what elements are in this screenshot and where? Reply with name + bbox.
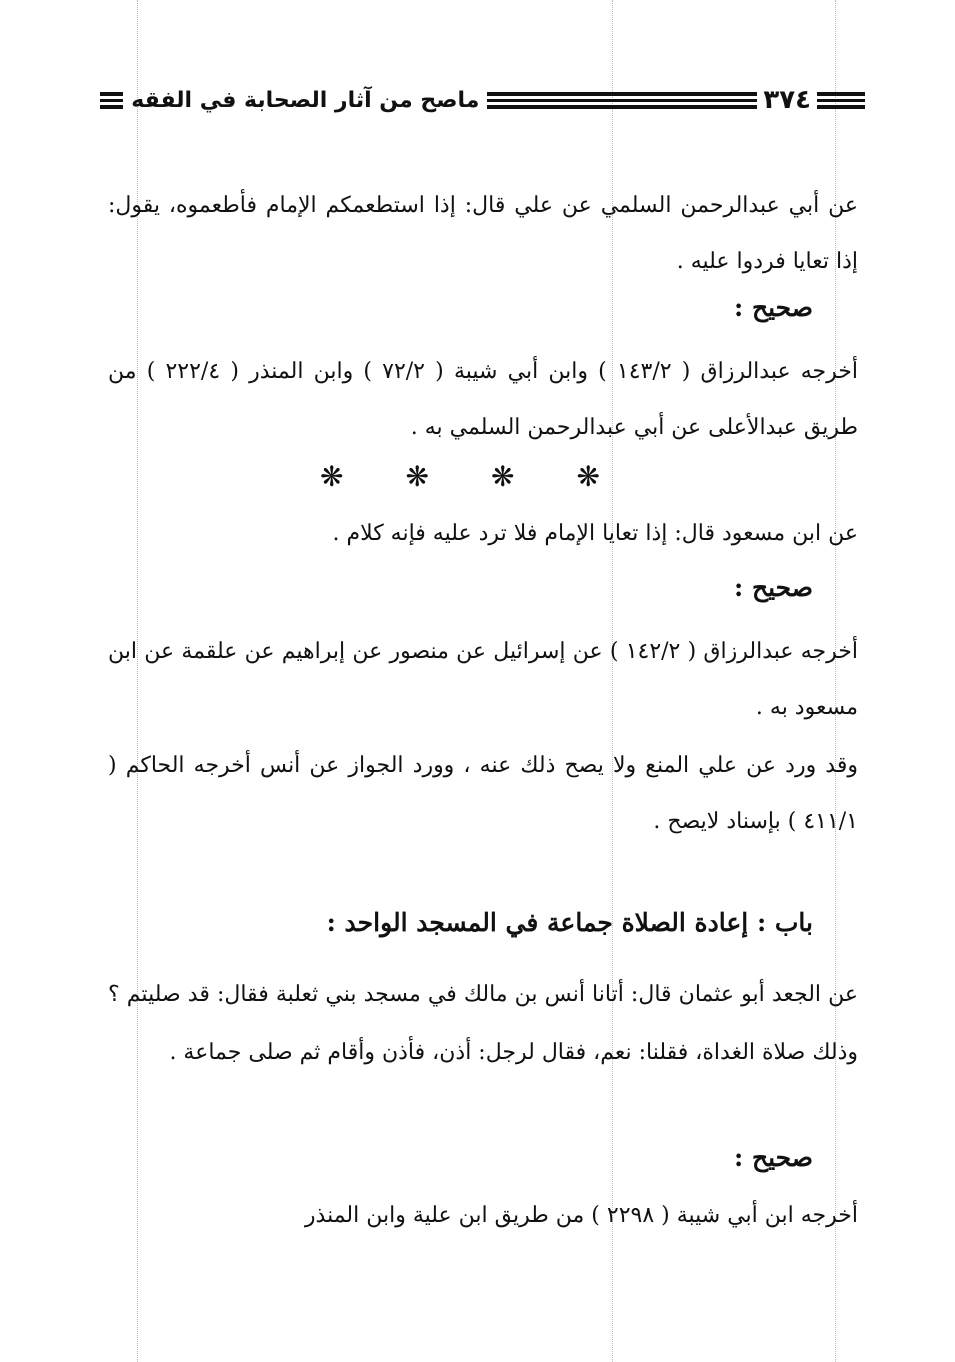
page-number: ٣٧٤ [763,85,811,115]
header-rule [100,92,123,109]
takhrij-text: أخرجه عبدالرزاق ( ١٤٢/٢ ) عن إسرائيل عن منصور عن إبراهيم عن علقمة عن ابن مسعود به . [108,639,858,720]
hadith-text: عن ابن مسعود قال: إذا تعايا الإمام فلا ترد عليه فإنه كلام . [332,521,858,546]
running-title: ماصح من آثار الصحابة في الفقه [131,87,480,113]
grading-heading: صحيح : [734,293,813,322]
chapter-title: باب : إعادة الصلاة جماعة في المسجد الواحد : [326,908,813,937]
grading-heading: صحيح : [734,1143,813,1172]
header-rule [817,92,865,109]
asterism-icon: ❋ [320,460,344,493]
running-header [100,82,865,118]
hadith-text: عن الجعد أبو عثمان قال: أتانا أنس بن مالك في مسجد بني ثعلبة فقال: قد صليتم ؟ وذلك صلاة الغداة، فقلنا: نعم، فقال لرجل: أذن، فأذن وأقام ثم صلى جماعة . [108,982,858,1065]
header-rule [487,92,757,109]
asterism-icon: ❋ [491,460,515,493]
grading-heading: صحيح : [734,573,813,602]
asterism-icon: ❋ [576,460,600,493]
commentary-text: وقد ورد عن علي المنع ولا يصح ذلك عنه ، وورد الجواز عن أنس أخرجه الحاكم ( ٤١١/١ ) بإسناد لايصح . [108,753,858,834]
hadith-text: عن أبي عبدالرحمن السلمي عن علي قال: إذا استطعمكم الإمام فأطعموه، يقول: إذا تعايا فردوا عليه . [108,193,858,274]
takhrij-text: أخرجه ابن أبي شيبة ( ٢٢٩٨ ) من طريق ابن علية وابن المنذر [304,1203,858,1228]
asterism-icon: ❋ [405,460,429,493]
takhrij-text: أخرجه عبدالرزاق ( ١٤٣/٢ ) وابن أبي شيبة ( ٧٢/٢ ) وابن المنذر ( ٢٢٢/٤ ) من طريق عبدالأعلى عن أبي عبدالرحمن السلمي به . [108,359,859,440]
section-separator [320,460,600,493]
